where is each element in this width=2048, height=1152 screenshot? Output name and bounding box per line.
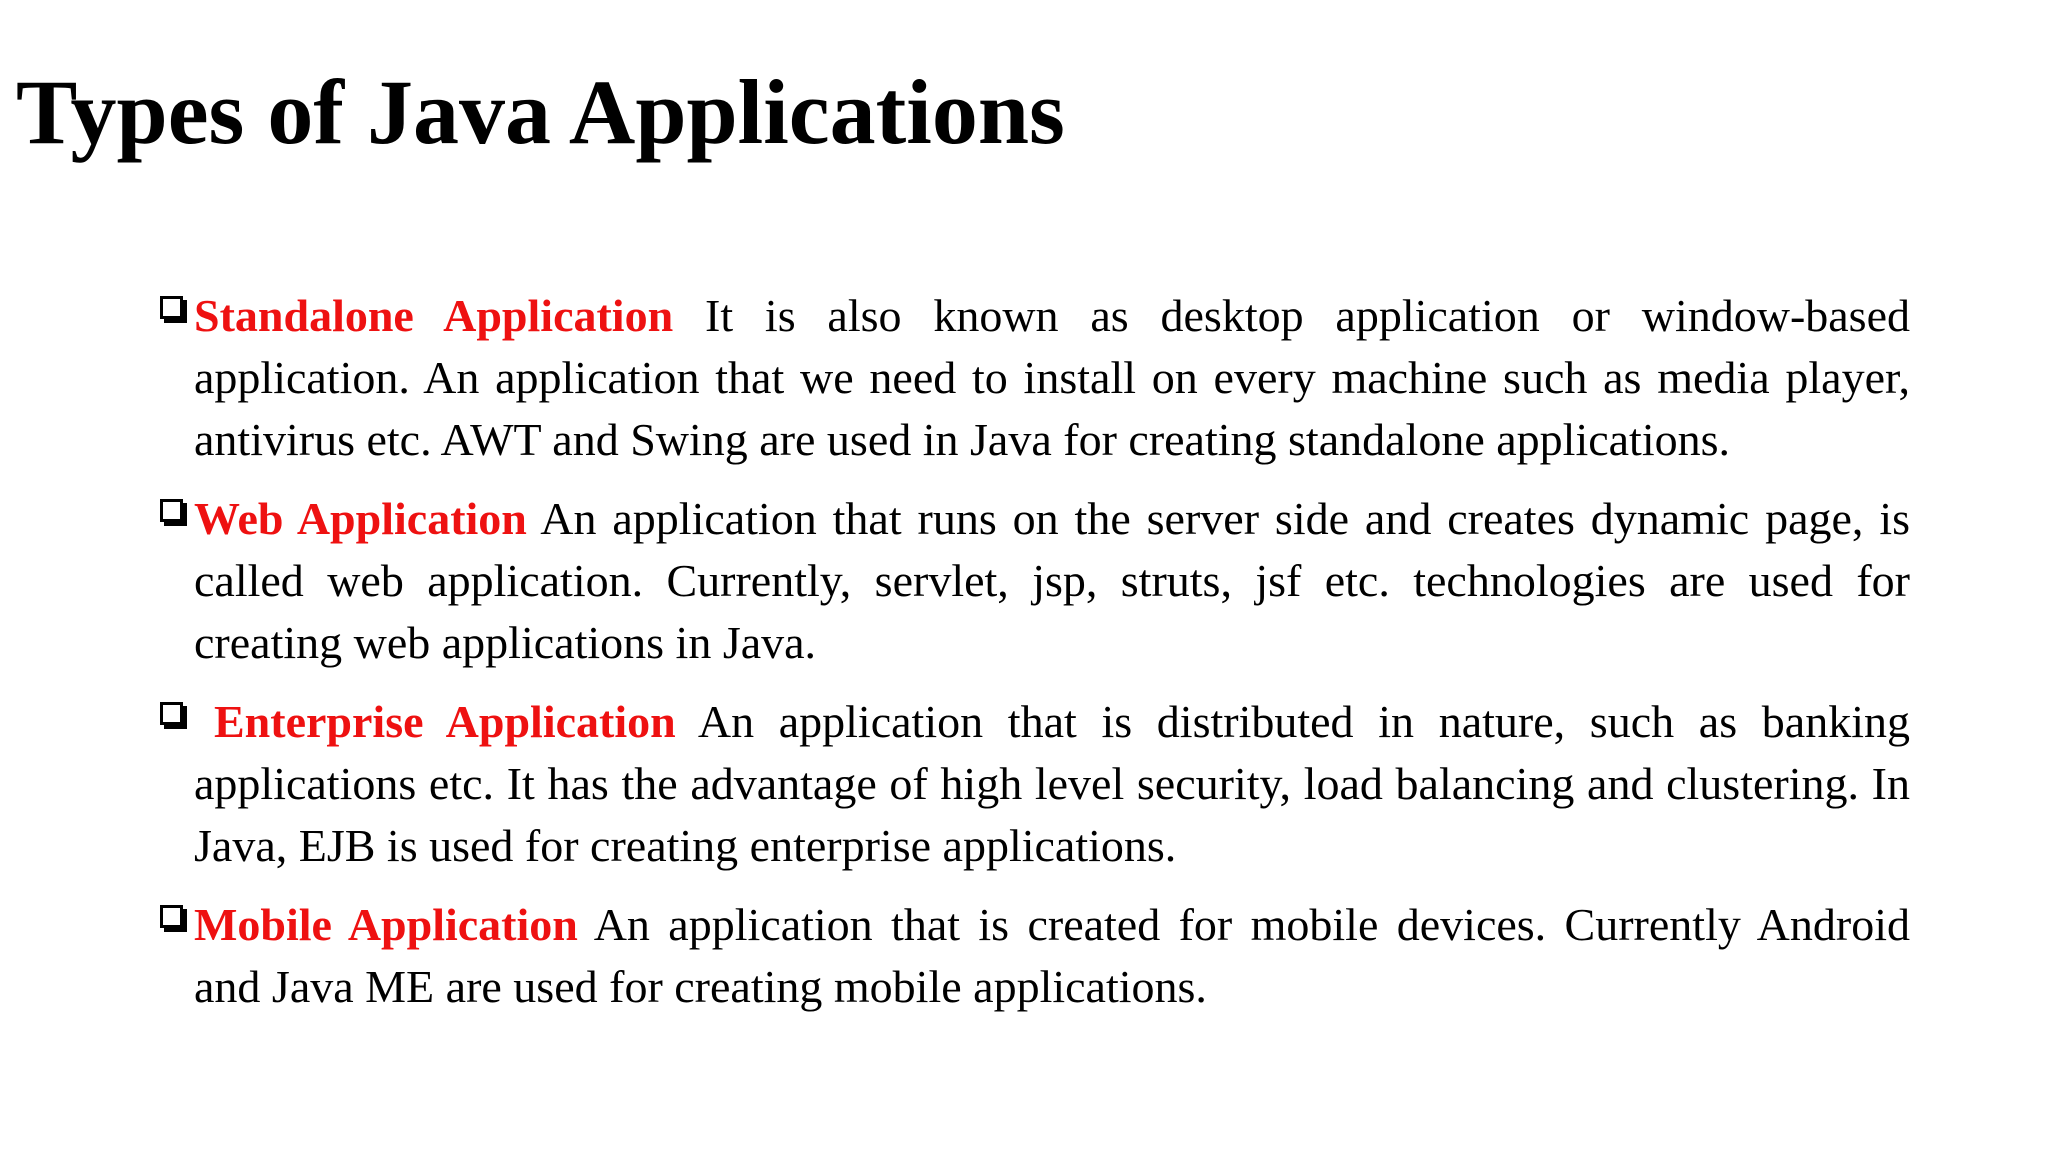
application-types-list — [160, 285, 1910, 1035]
checkbox-square-icon — [160, 905, 184, 929]
checkbox-square-icon — [160, 702, 184, 726]
term-enterprise-application: Enterprise Application — [214, 696, 676, 747]
term-mobile-application: Mobile Application — [194, 899, 578, 950]
description-mobile-application: An application that is created for mobile devices. Currently Android and Java ME are used for creating mobile applications. — [194, 899, 1910, 1012]
checkbox-square-icon — [160, 499, 184, 523]
list-item-standalone — [160, 285, 1910, 471]
list-item-enterprise — [160, 691, 1910, 877]
list-item-web — [160, 488, 1910, 674]
term-standalone-application: Standalone Application — [194, 290, 674, 341]
checkbox-square-icon — [160, 296, 184, 320]
term-web-application: Web Application — [194, 493, 527, 544]
description-web-application: An application that runs on the server side and creates dynamic page, is called web application. Currently, servlet, jsp, struts, jsf etc. technologies are used for creating web applications in Java. — [194, 493, 1911, 668]
list-item-mobile — [160, 894, 1910, 1018]
slide-title: Types of Java Applications — [16, 61, 1065, 163]
description-standalone-application: It is also known as desktop application or window-based application. An application that we need to install on every machine such as media player, antivirus etc. AWT and Swing are used in Java for creating standalone applications. — [194, 290, 1911, 465]
description-enterprise-application: An application that is distributed in nature, such as banking applications etc. It has the advantage of high level security, load balancing and clustering. In Java, EJB is used for creating enterprise applications. — [194, 696, 1910, 871]
